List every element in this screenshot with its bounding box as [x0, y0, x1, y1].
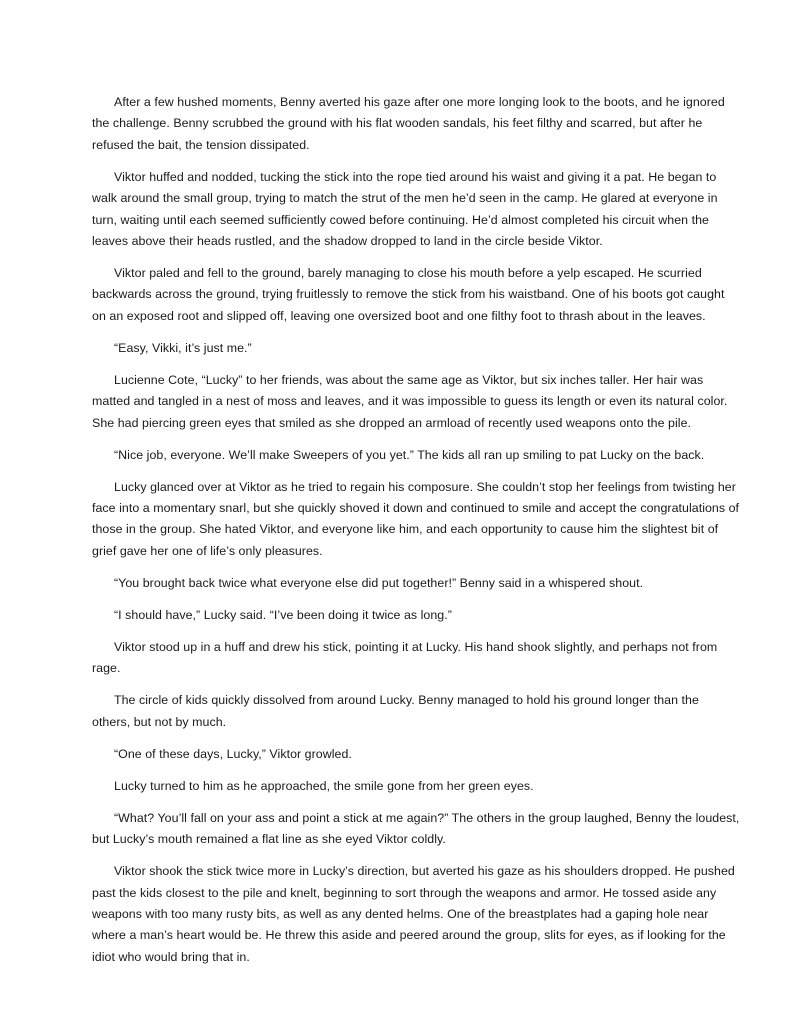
paragraph-6: “Nice job, everyone. We’ll make Sweepers of you yet.” The kids all ran up smiling to pat Lucky on the back.	[114, 447, 705, 462]
paragraph-9: “I should have,” Lucky said. “I’ve been doing it twice as long.”	[114, 607, 452, 622]
paragraph-13: Lucky turned to him as he approached, the smile gone from her green eyes.	[114, 778, 534, 793]
paragraph-15: Viktor shook the stick twice more in Lucky’s direction, but averted his gaze as his shoulders dropped. He pushed past the kids closest to the pile and knelt, beginning to sort through the weapons and armor. He tossed aside any weapons with too many rusty bits, as well as any dented helms. One of the breastplates had a gaping hole near where a man’s heart would be. He threw this aside and peered around the group, slits for eyes, as if looking for the idiot who would bring that in.	[92, 864, 735, 964]
paragraph-12: “One of these days, Lucky,” Viktor growled.	[114, 746, 352, 761]
paragraph-5: Lucienne Cote, “Lucky” to her friends, was about the same age as Viktor, but six inches taller. Her hair was matted and tangled in a nest of moss and leaves, and it was impossible to guess its length or even its natural color. She had piercing green eyes that smiled as she dropped an armload of recently used weapons onto the pile.	[92, 372, 728, 430]
paragraph-7: Lucky glanced over at Viktor as he tried to regain his composure. She couldn’t stop her feelings from twisting her face into a momentary snarl, but she quickly shoved it down and continued to smile and accept the congratulations of those in the group. She hated Viktor, and everyone like him, and each opportunity to cause him the slightest bit of grief gave her one of life’s only pleasures.	[92, 479, 740, 558]
paragraph-4: “Easy, Vikki, it’s just me.”	[114, 340, 252, 355]
paragraph-14: “What? You’ll fall on your ass and point a stick at me again?” The others in the group laughed, Benny the loudest, but Lucky’s mouth remained a flat line as she eyed Viktor coldly.	[92, 810, 740, 847]
paragraph-8: “You brought back twice what everyone else did put together!” Benny said in a whispered shout.	[114, 575, 644, 590]
paragraph-1: After a few hushed moments, Benny averted his gaze after one more longing look to the boots, and he ignored the challenge. Benny scrubbed the ground with his flat wooden sandals, his feet filthy and scarred, but after he refused the bait, the tension dissipated.	[92, 95, 725, 152]
paragraph-2: Viktor huffed and nodded, tucking the stick into the rope tied around his waist and giving it a pat. He began to walk around the small group, trying to match the strut of the men he’d seen in the camp. He glared at everyone in turn, waiting until each seemed sufficiently cowed before continuing. He’d almost completed his circuit when the leaves above their heads rustled, and the shadow dropped to land in the circle beside Viktor.	[92, 169, 718, 249]
paragraph-10: Viktor stood up in a huff and drew his stick, pointing it at Lucky. His hand shook slightly, and perhaps not from rage.	[92, 639, 718, 676]
paragraph-3: Viktor paled and fell to the ground, barely managing to close his mouth before a yelp escaped. He scurried backwards across the ground, trying fruitlessly to remove the stick from his waistband. One of his boots got caught on an exposed root and slipped off, leaving one oversized boot and one filthy foot to thrash about in the leaves.	[92, 266, 725, 323]
story-text	[92, 92, 740, 968]
paragraph-11: The circle of kids quickly dissolved from around Lucky. Benny managed to hold his ground longer than the others, but not by much.	[92, 693, 699, 729]
